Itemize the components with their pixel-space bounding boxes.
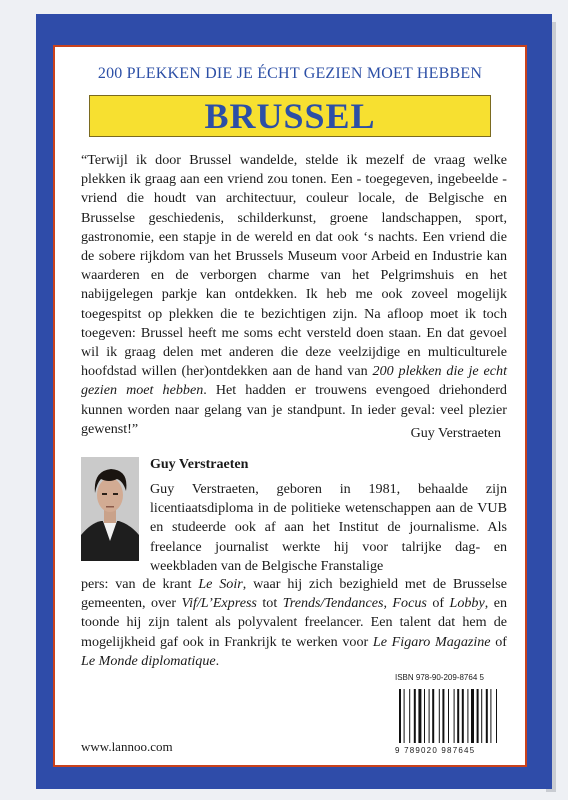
barcode-bar	[471, 689, 474, 743]
bio-text: , en toonde hij zijn talent als polyvalent freelancer. Een talent dat hem de mogelijkheid gaf ook in Frankrijk te werken voor	[81, 595, 507, 650]
publisher-website: www.lannoo.com	[81, 739, 173, 754]
barcode-bar	[404, 689, 405, 743]
barcode-bar	[439, 689, 440, 743]
bio-paragraph-1: Guy Verstraeten, geboren in 1981, behaalde zijn licentiaatsdiploma in de politieke wetenschappen aan de VUB en studeerde ook af aan het Institut de journalisme. Als freelance journalist werkte hij voor talrijke dag- en weekbladen van de Belgische Franstalige	[150, 481, 507, 574]
bio-heading: Guy Verstraeten	[150, 457, 249, 472]
barcode-bar	[454, 689, 455, 743]
publication-trends: Trends/Tendances	[282, 595, 384, 612]
bio-paragraph-2	[81, 575, 507, 671]
barcode-digits: 9 789020 987645	[395, 746, 476, 755]
barcode-bar	[486, 689, 488, 743]
barcode-bar	[462, 689, 464, 743]
book-title: BRUSSEL	[204, 96, 376, 136]
quote-author: Guy Verstraeten	[410, 426, 501, 441]
barcode-bar	[490, 689, 491, 743]
barcode-bar	[429, 689, 430, 743]
publication-vif: Vif/L’Express	[181, 595, 257, 612]
author-portrait-image	[81, 457, 139, 561]
quote-part-1: “Terwijl ik door Brussel wandelde, stelde ik mezelf de vraag welke plekken ik graag aan een vriend zou tonen. Een - toegegeven, ingebeelde - vriend die houdt van architectuur, couleur locale, de Belgische en Brusselse geschiedenis, schilderkunst, groene landschappen, sport, gastronomie, een stapje in de wereld en dat ook ‘s nachts. Een vriend die de sobere rijkdom van het Brussels Museum voor Arbeid en Industrie kan waarderen en de verborgen charme van het Pelgrimshuis en het nabijgelegen parkje kan ontdekken. Ik heb me ook zoveel mogelijk toegespitst op plekken die te bezichtigen zijn. Na afloop moet ik toch toegeven: Brussel heeft me soms echt versteld doen staan. En dat gevoel wil ik graag delen met anderen die deze veelzijdige en multiculturele hoofdstad willen (her)ontdekken aan de hand van	[81, 152, 507, 380]
barcode-bar	[467, 689, 468, 743]
barcode-bar	[409, 689, 410, 743]
barcode-bar	[448, 689, 449, 743]
bio-text: of	[426, 595, 450, 612]
title-bar	[89, 95, 491, 137]
tagline: 200 PLEKKEN DIE JE ÉCHT GEZIEN MOET HEBBEN	[97, 65, 483, 82]
barcode-bar	[442, 689, 444, 743]
bio-text: , waar hij zich bezighield met de Brusselse gemeenten, over	[81, 576, 507, 612]
barcode-bar	[432, 689, 434, 743]
publication-le-soir: Le Soir	[198, 576, 243, 592]
publication-le-figaro: Le Figaro Magazine	[372, 633, 491, 650]
barcode-bars	[395, 687, 515, 745]
quote-part-2: . Het hadden er trouwens evengoed driehonderd kunnen worden naar gelang van je standpunt. In ieder geval: veel plezier gewenst!”	[81, 382, 507, 437]
publication-focus: Focus	[392, 595, 427, 612]
barcode-bar	[424, 689, 425, 743]
content-panel	[53, 45, 527, 767]
barcode-bar	[481, 689, 482, 743]
bio-text: ,	[383, 595, 393, 612]
barcode-bar	[414, 689, 416, 743]
barcode-bar	[457, 689, 459, 743]
bio-text: of	[490, 633, 508, 650]
bio-text: tot	[256, 595, 283, 612]
barcode-bar	[418, 689, 421, 743]
publication-le-monde: Le Monde diplomatique	[81, 652, 216, 669]
barcode-bar	[477, 689, 479, 743]
publication-lobby: Lobby	[449, 595, 485, 612]
barcode-bar	[399, 689, 401, 743]
bio-text: .	[215, 652, 220, 669]
quote-text	[81, 151, 507, 439]
bio-text: pers: van de krant	[81, 576, 199, 592]
quote-book-title: 200 plekken die je echt gezien moet hebben	[81, 363, 508, 399]
author-photo	[81, 457, 139, 561]
barcode-bar	[496, 689, 497, 743]
isbn-label: ISBN 978-90-209-8764 5	[395, 673, 484, 682]
barcode	[395, 687, 515, 745]
